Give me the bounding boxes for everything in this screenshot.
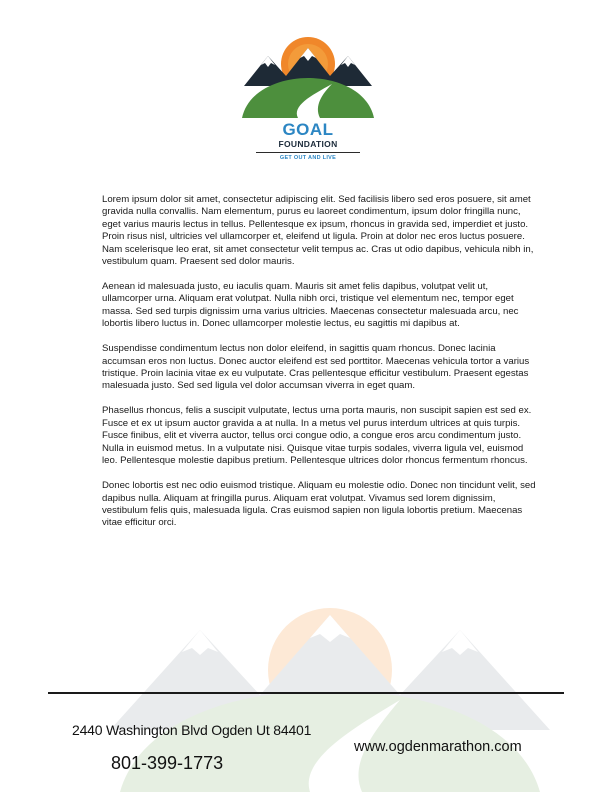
paragraph: Suspendisse condimentum lectus non dolor eleifend, in sagittis quam rhoncus. Donec lacinia accumsan eros non luctus. Donec auctor eleifend est sed porttitor. Maecenas vehicula tortor a varius tristique. Proin lacinia vitae ex eu vulputate. Cras pellentesque efficitur vestibulum. Praesent egestas malesuada justo. Sed sed ligula vel dolor accumsan viverra in eget quam. (102, 343, 530, 392)
paragraph: Phasellus rhoncus, felis a suscipit vulputate, lectus urna porta mauris, non suscipit sapien est sed ex. Fusce et ex ut ipsum auctor gravida a at nulla. In a metus vel purus interdum ultrices at quis turpis. Fusce finibus, elit et viverra auctor, tellus orci congue odio, a congue eros arcu condimentum justo. Nulla in euismod metus. In a vulputate nisi. Quisque vitae turpis sodales, viverra ligula vel, euismod leo. Pellentesque molestie dapibus pretium. Pellentesque ultrices dolor rhoncus fermentum rhoncus. (102, 405, 532, 467)
footer-phone: 801-399-1773 (111, 753, 224, 773)
goal-foundation-logo (240, 34, 376, 166)
mountain-sun-road-icon (240, 34, 376, 120)
paragraph: Aenean id malesuada justo, eu iaculis quam. Mauris sit amet felis dapibus, volutpat velit ut, ullamcorper urna. Aliquam erat volutpat. Nulla nibh orci, tristique vel elementum nec, tempor eget massa. Sed sed turpis dignissim urna varius ultricies. Maecenas consectetur malesuada arcu, nec lobortis libero luctus in. Donec ullamcorper molestie lectus, eu sagittis mi dapibus at. (102, 281, 519, 330)
footer-divider (48, 692, 564, 694)
footer-website: www.ogdenmarathon.com (354, 739, 522, 755)
logo-tagline: GET OUT AND LIVE (279, 155, 337, 161)
logo-subtitle: FOUNDATION (278, 139, 338, 149)
paragraph: Donec lobortis est nec odio euismod tristique. Aliquam eu molestie odio. Donec non tincidunt velit, sed dapibus nulla. Aliquam at fringilla purus. Aliquam erat volutpat. Vivamus sed lorem dignissim, vestibulum felis quis, malesuada ligula. Cras euismod sapien non ligula lobortis pretium. Maecenas vitae efficitur orci. (102, 480, 536, 529)
logo-title: GOAL (282, 120, 334, 139)
letter-body (102, 194, 540, 542)
footer-address: 2440 Washington Blvd Ogden Ut 84401 (72, 722, 312, 738)
paragraph: Lorem ipsum dolor sit amet, consectetur adipiscing elit. Sed facilisis libero sed eros posuere, sit amet gravida nulla convallis. Nam elementum, purus eu laoreet condimentum, ipsum dolor fringilla nunc, eget varius mauris lectus in tellus. Pellentesque ex ipsum, rhoncus in gravida sed, imperdiet et justo. Proin risus nisl, ultricies vel ullamcorper et, eleifend ut ligula. Proin at dolor nec eros luctus posuere. Nam scelerisque leo erat, sit amet consectetur velit tempus ac. Cras ut odio dapibus, vehicula nibh in, vestibulum quam. Praesent sed dolor mauris. (102, 194, 534, 268)
logo-divider (256, 152, 360, 153)
